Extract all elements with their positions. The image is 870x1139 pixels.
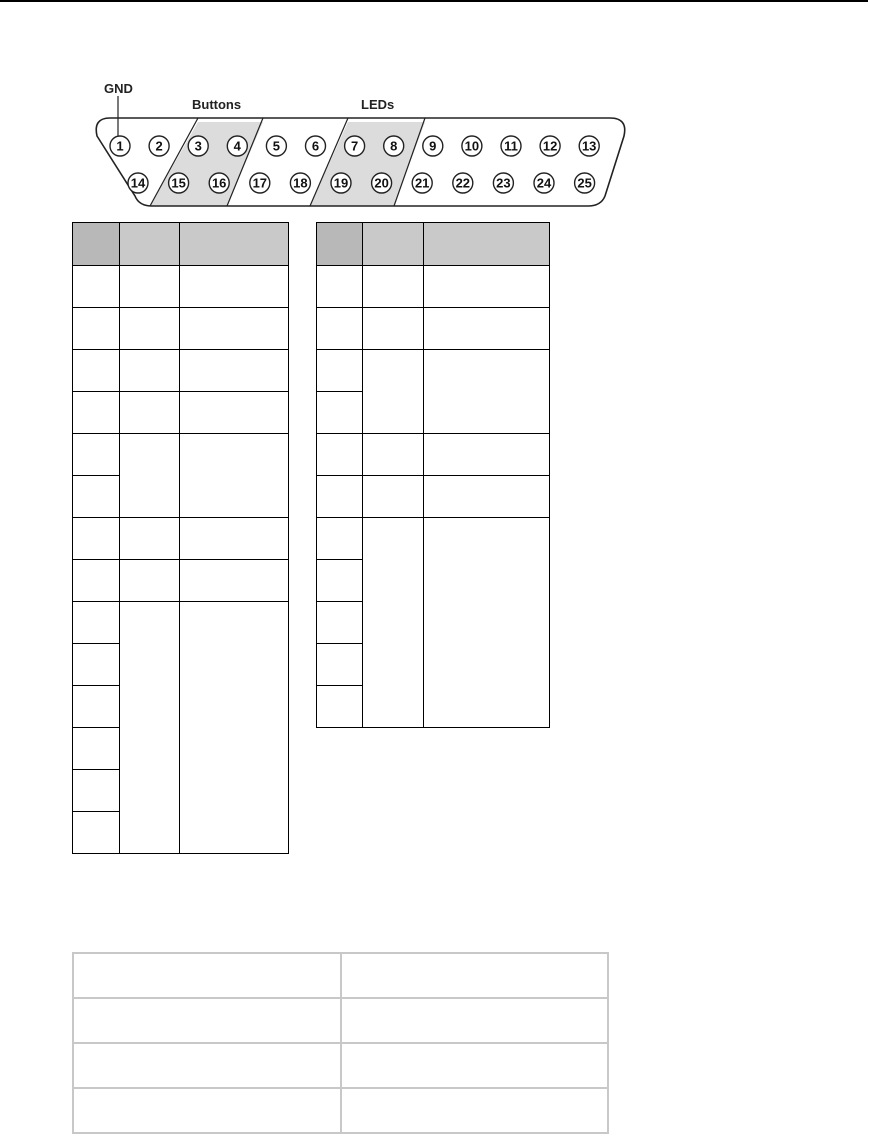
pin-7 [345,136,365,156]
pin-22 [453,173,473,193]
pin-number: 17 [252,175,268,191]
right-table-header [317,223,550,266]
header-cell [180,223,289,266]
pin-8 [384,136,404,156]
pin-5 [266,136,286,156]
header-cell [317,223,363,266]
header-cell [73,223,120,266]
right-pin-table [316,222,550,728]
pin-number: 13 [581,138,597,154]
buttons-label: Buttons [192,97,242,112]
table-row [73,434,289,476]
buttons-zone [150,122,263,206]
pin-18 [290,173,310,193]
header-cell [424,223,550,266]
pin-21 [412,173,432,193]
pin-19 [331,173,351,193]
header-cell [120,223,180,266]
table-row [73,560,289,602]
db25-connector-diagram [90,78,635,216]
pin-number: 14 [130,175,146,191]
left-table-header [73,223,289,266]
pin-number: 12 [542,138,558,154]
gnd-label: GND [104,81,133,96]
pin-number: 9 [429,138,437,154]
pin-number: 19 [333,175,349,191]
pin-2 [149,136,169,156]
pin-number: 18 [293,175,308,191]
pin-number: 1 [116,138,124,154]
pin-number: 16 [211,175,227,191]
table-row [317,266,550,308]
pin-13 [579,136,599,156]
pin-number: 24 [536,175,552,191]
pin-number: 20 [374,175,389,191]
pin-number: 5 [272,138,281,154]
pin-20 [372,173,392,193]
pin-number: 7 [350,138,359,154]
table-row [73,308,289,350]
table-row [73,953,608,998]
pin-number: 6 [311,138,320,154]
table-row [317,476,550,518]
pin-4 [227,136,247,156]
pin-10 [462,136,482,156]
pin-3 [188,136,208,156]
pin-number: 11 [504,138,518,154]
pin-number: 2 [155,138,163,154]
table-row [73,1088,608,1133]
table-row [73,518,289,560]
pin-number: 23 [496,175,511,191]
pin-14 [128,173,148,193]
header-cell [363,223,424,266]
pin-23 [493,173,513,193]
table-row [317,518,550,560]
table-row [73,998,608,1043]
table-row [73,1043,608,1088]
pin-9 [423,136,443,156]
left-pin-table [72,222,289,854]
bottom-table [72,952,609,1134]
pin-number: 21 [414,175,430,191]
leds-label: LEDs [361,97,395,112]
table-row [73,350,289,392]
table-row [73,266,289,308]
pin-15 [169,173,189,193]
pin-number: 25 [577,175,592,191]
pin-1 [110,136,130,156]
pin-number: 10 [464,138,480,154]
table-row [317,308,550,350]
table-row [317,350,550,392]
pin-16 [209,173,229,193]
pin-25 [575,173,595,193]
pin-6 [306,136,326,156]
page-top-rule [0,0,868,2]
pin-12 [540,136,560,156]
pin-number: 4 [233,138,241,154]
pin-number: 15 [171,175,186,191]
pin-24 [534,173,554,193]
table-row [73,602,289,644]
pin-11 [501,136,521,156]
pin-number: 8 [390,138,398,154]
table-row [317,434,550,476]
pin-number: 3 [194,138,202,154]
table-row [73,392,289,434]
pin-number: 22 [455,175,471,191]
pin-17 [250,173,270,193]
leds-zone [310,122,425,206]
